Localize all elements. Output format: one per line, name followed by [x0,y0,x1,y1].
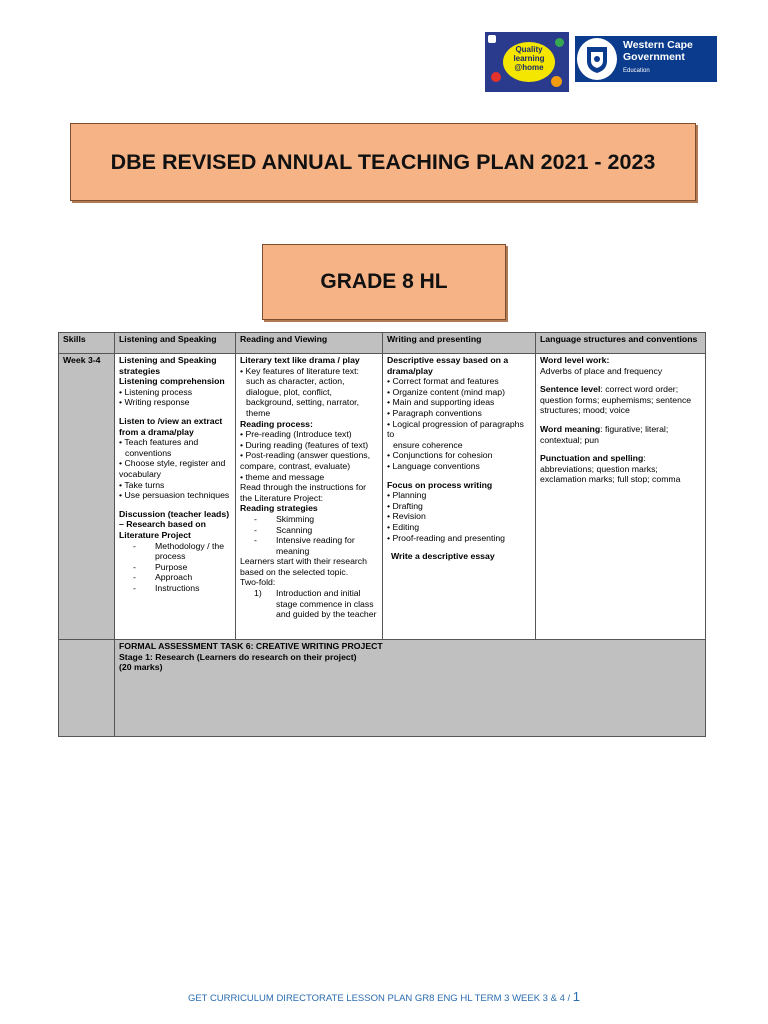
logo-dot-icon [551,76,562,87]
coat-of-arms-icon [577,38,617,80]
list-item: • Language conventions [387,461,531,472]
page-title: DBE REVISED ANNUAL TEACHING PLAN 2021 - 2023 [70,123,696,201]
number-marker: 1) [254,588,262,599]
list-item: • Key features of literature text: [240,366,378,377]
logo-dot-icon [491,72,501,82]
list-item: • Planning [387,490,531,501]
column-header: Writing and presenting [383,333,536,354]
text-line: Listening comprehension [119,376,225,387]
list-item: - Intensive reading for meaning [254,535,355,556]
column-header: Skills [59,333,115,354]
page-number: 1 [572,989,581,1004]
logo-badge-icon [488,35,496,43]
list-item: • Proof-reading and presenting [387,533,531,544]
text-line: Reading strategies [240,503,318,514]
column-header: Language structures and conventions [536,333,706,354]
assessment-cell [115,640,706,737]
column-header: Listening and Speaking [115,333,236,354]
list-item: • Paragraph conventions [387,408,531,419]
list-item: - Approach [133,572,193,583]
text-line: Learners start with their research based on the selected topic. [240,556,367,577]
list-item: • Pre-reading (Introduce text) [240,429,378,440]
list-item: - Instructions [133,582,200,593]
list-item: • Revision [387,511,531,522]
list-item: • Use persuasion techniques [119,490,231,501]
column-header: Reading and Viewing [236,333,383,354]
list-item-cont: such as character, action, dialogue, plot, conflict, background, setting, narrator, theme [246,376,360,418]
dash-marker: - [133,540,136,551]
text-line: Literary text like drama / play [240,355,360,365]
text-line: Stage 1: Research (Learners do research on their project) [119,651,357,662]
list-item: • Correct format and features [387,376,531,387]
logo-dot-icon [555,38,564,47]
text-line: Listening and Speaking strategies [119,355,217,376]
text-line: Reading process: [240,418,313,429]
writing-cell [383,354,536,640]
list-item: • Listening process [119,387,231,398]
assessment-row [59,640,706,737]
dash-marker: - [133,561,136,572]
dash-marker: - [254,513,257,524]
text-line: Write a descriptive essay [391,551,495,562]
list-item: 1) Introduction and initial stage commence in class and guided by the teacher [254,588,377,620]
list-item: • theme and message [240,472,378,483]
text-line: FORMAL ASSESSMENT TASK 6: CREATIVE WRITING PROJECT [119,641,383,651]
text-line: Focus on process writing [387,479,493,490]
quality-learning-text: Quality learning @home [503,42,555,82]
quality-learning-logo [485,32,569,92]
grade-heading: GRADE 8 HL [262,244,506,320]
list-item: • Post-reading (answer questions, compare, contrast, evaluate) [240,450,378,471]
table-header-row [59,333,706,354]
text-line: Listen to /view an extract from a drama/play [119,415,223,437]
western-cape-dept: Education [623,68,650,74]
text-line: Discussion (teacher leads) – Research based on Literature Project [119,508,230,540]
list-item: • Conjunctions for cohesion [387,450,531,461]
dash-marker: - [254,524,257,535]
week-cell: Week 3-4 [59,354,115,640]
footer-text: GET CURRICULUM DIRECTORATE LESSON PLAN GR8 ENG HL TERM 3 WEEK 3 & 4 / [187,993,571,1004]
list-item: • Logical progression of paragraphs to [387,419,531,440]
list-item: - Skimming [254,513,315,524]
text-line: Two-fold: [240,577,276,588]
table-row [59,354,706,640]
list-item: • Take turns [119,480,231,491]
list-item: - Scanning [254,524,313,535]
reading-cell [236,354,383,640]
text-line: Word meaning: figurative; literal; contextual; pun [540,423,669,445]
list-item: • Writing response [119,397,231,408]
list-item: • Choose style, register and vocabulary [119,458,231,479]
text-line: Punctuation and spelling: abbreviations; question marks; exclamation marks; full stop; comma [540,453,681,485]
teaching-plan-table [58,332,706,737]
list-item: • Editing [387,522,531,533]
list-item-cont: conventions [125,447,172,458]
list-item: • During reading (features of text) [240,440,378,451]
text-line: Read through the instructions for the Literature Project: [240,482,367,503]
list-item-cont: ensure coherence [393,439,463,450]
list-item: • Organize content (mind map) [387,387,531,398]
list-item: • Teach features and [119,437,231,448]
western-cape-name: Western Cape Government [623,39,693,63]
list-item: • Main and supporting ideas [387,397,531,408]
dash-marker: - [254,535,257,546]
list-item: • Drafting [387,501,531,512]
text-line: (20 marks) [119,662,163,673]
language-cell [536,354,706,640]
dash-marker: - [133,572,136,583]
list-item: - Methodology / the process [133,540,225,562]
empty-cell [59,640,115,737]
text-line: Descriptive essay based on a drama/play [387,355,509,376]
text-line: Word level work: [540,355,610,365]
list-item: - Purpose [133,561,188,572]
page-footer [0,989,768,1004]
listening-cell [115,354,236,640]
dash-marker: - [133,582,136,593]
western-cape-logo [575,36,717,82]
text-line: Sentence level: correct word order; question forms; euphemisms; sentence structures; mood; voice [540,384,692,416]
text-line: Adverbs of place and frequency [540,365,663,376]
